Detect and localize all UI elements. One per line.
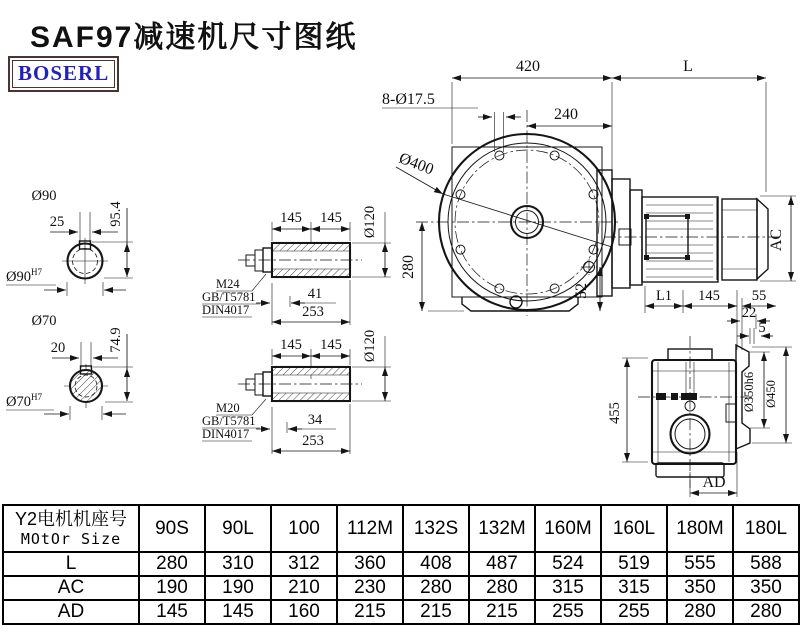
dim-AD-label: AD (702, 474, 726, 491)
dim-145-label: 145 (280, 210, 302, 226)
brand-logo-text: BOSERL (18, 61, 110, 85)
cell: 190 (205, 576, 271, 600)
dim-240-label: 240 (554, 106, 578, 123)
cell: 312 (271, 552, 337, 576)
dim-d450-label: Ø450 (764, 380, 778, 408)
cell: 280 (733, 600, 799, 624)
shaft-section-d90 (6, 188, 133, 296)
dim-145-label: 145 (280, 337, 302, 353)
cell: 315 (535, 576, 601, 600)
dim-5-label: 5 (758, 320, 766, 336)
cell: 280 (469, 576, 535, 600)
dim-d90h7-label: $Ø90^{H7}$ (6, 267, 42, 285)
thread-standard-gb-label: GB/T5781 (202, 290, 256, 304)
row-label: AD (3, 600, 139, 624)
col-header: 180L (733, 505, 799, 552)
thread-standard-din-label: DIN4017 (202, 303, 250, 317)
shaft-section-d70 (6, 313, 133, 420)
cell: 145 (139, 600, 205, 624)
hollow-shaft-upper (202, 206, 391, 325)
dim-L-label: L (683, 58, 693, 75)
gearbox-side-view (607, 336, 792, 497)
cell: 350 (667, 576, 733, 600)
cell: 160 (271, 600, 337, 624)
dim-253-label: 253 (302, 304, 324, 320)
thread-spec-m20-label: M20 (216, 401, 240, 415)
cell: 360 (337, 552, 403, 576)
row-label: AC (3, 576, 139, 600)
dim-34-label: 34 (307, 412, 323, 428)
col-header: 90L (205, 505, 271, 552)
dim-455-label: 455 (607, 402, 623, 424)
cell: 280 (667, 600, 733, 624)
table-row-AC (3, 576, 799, 600)
cell: 215 (337, 600, 403, 624)
dim-41-label: 41 (307, 286, 323, 302)
dim-L1-label: L1 (655, 288, 673, 304)
cell: 230 (337, 576, 403, 600)
dim-d70h7-label: $Ø70^{H7}$ (6, 392, 42, 410)
dim-d70-label: Ø70 (31, 313, 57, 329)
cell: 519 (601, 552, 667, 576)
dim-145-label: 145 (320, 210, 342, 226)
dim-95p4-label: 95.4 (108, 201, 124, 227)
cell: 408 (403, 552, 469, 576)
motor-side-view (604, 190, 796, 285)
dim-25-label: 25 (49, 214, 65, 230)
col-header: 160L (601, 505, 667, 552)
dim-55-label: 55 (751, 288, 767, 304)
table-header-motor-size: Y2电机机座号 MOtOr Size (3, 505, 139, 552)
cell: 588 (733, 552, 799, 576)
dim-d400-label: Ø400 (396, 149, 436, 179)
dim-20-label: 20 (50, 340, 66, 356)
dim-d120-label: Ø120 (362, 329, 378, 363)
motor-dimension-table (2, 504, 800, 625)
cell: 280 (403, 576, 469, 600)
col-header: 132M (469, 505, 535, 552)
page-title: SAF97减速机尺寸图纸 (30, 21, 358, 54)
dim-280-label: 280 (400, 255, 417, 279)
main-view-dimensions (382, 58, 766, 311)
dim-d120-label: Ø120 (362, 205, 378, 239)
cell: 190 (139, 576, 205, 600)
cell: 215 (403, 600, 469, 624)
cell: 215 (469, 600, 535, 624)
table-header-row (3, 505, 799, 552)
thread-standard-din-label: DIN4017 (202, 427, 250, 441)
dim-145-label: 145 (698, 288, 720, 304)
col-header: 90S (139, 505, 205, 552)
dim-d350h6-label: Ø350h6 (742, 371, 756, 413)
cell: 350 (733, 576, 799, 600)
thread-spec-m24-label: M24 (216, 277, 240, 291)
dim-74p9-label: 74.9 (108, 327, 124, 353)
cell: 255 (535, 600, 601, 624)
cell: 255 (601, 600, 667, 624)
row-label: L (3, 552, 139, 576)
thread-standard-gb-label: GB/T5781 (202, 414, 256, 428)
col-header: 180M (667, 505, 733, 552)
dim-253-label: 253 (302, 433, 324, 449)
cell: 210 (271, 576, 337, 600)
hollow-shaft-lower (202, 330, 391, 454)
col-header: 100 (271, 505, 337, 552)
dim-145-label: 145 (320, 337, 342, 353)
cell: 145 (205, 600, 271, 624)
cell: 315 (601, 576, 667, 600)
dim-420-label: 420 (516, 58, 540, 75)
col-header: 160M (535, 505, 601, 552)
cell: 524 (535, 552, 601, 576)
cell: 555 (667, 552, 733, 576)
dim-bolt-holes-label: 8-Ø17.5 (382, 91, 435, 108)
col-header: 112M (337, 505, 403, 552)
dim-22-label: 22 (741, 305, 757, 321)
table-row-L (3, 552, 799, 576)
table-row-AD (3, 600, 799, 624)
col-header: 132S (403, 505, 469, 552)
dim-AC-label: AC (768, 228, 785, 252)
dim-52-label: 52 (573, 283, 590, 299)
main-front-view (416, 110, 630, 316)
cell: 310 (205, 552, 271, 576)
cell: 280 (139, 552, 205, 576)
motor-bottom-dimensions (645, 286, 776, 350)
cell: 487 (469, 552, 535, 576)
dim-d90-label: Ø90 (31, 188, 57, 204)
